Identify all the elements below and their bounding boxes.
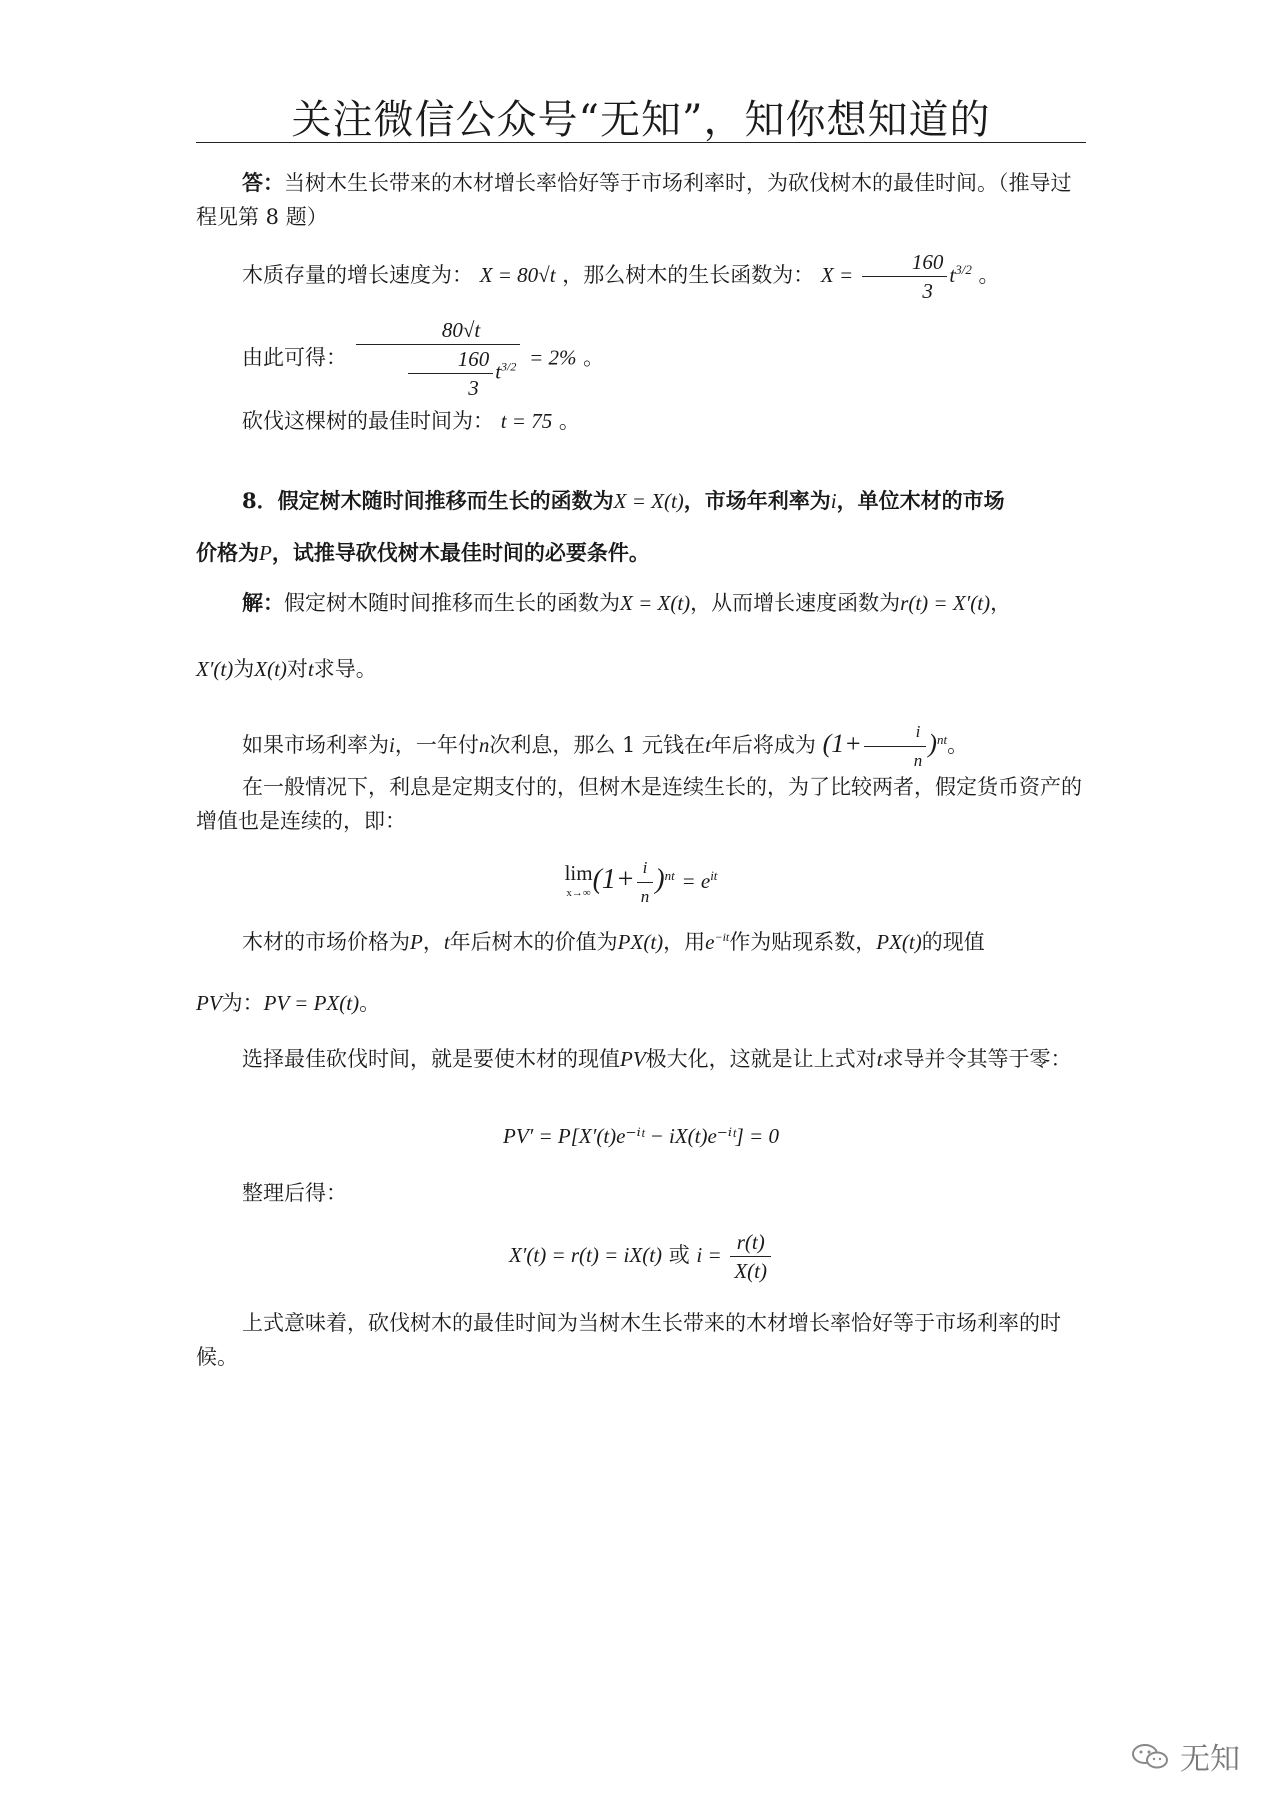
s3-fraction xyxy=(864,718,927,775)
derive-prefix: 由此可得： xyxy=(242,345,347,370)
wechat-watermark xyxy=(1130,1734,1240,1778)
q8-text-a: 8．假定树木随时间推移而生长的函数为 xyxy=(242,488,614,513)
header-divider xyxy=(196,142,1086,143)
lim-rhs-exponent: it xyxy=(710,868,718,883)
best-time-line xyxy=(196,404,1086,438)
final-frac-den: X(t) xyxy=(734,1259,768,1283)
growth-func-var: t xyxy=(949,263,956,287)
s5-text-g: 的现值 xyxy=(921,930,985,954)
q8-rate-var: i xyxy=(830,489,837,513)
solution-para-2 xyxy=(196,652,1086,686)
derive-fraction xyxy=(356,316,521,402)
s5-text-f: 作为贴现系数， xyxy=(729,930,877,954)
solution-para-7 xyxy=(196,1042,1086,1076)
derive-denominator xyxy=(356,345,521,402)
s7-var-t: t xyxy=(876,1047,883,1071)
s3-text-b: ，一年付 xyxy=(394,733,479,757)
derive-den-exponent: 3/2 xyxy=(501,359,517,374)
s3-var-i: i xyxy=(389,733,395,757)
s7-text-c: 求导并令其等于零： xyxy=(882,1047,1072,1071)
s5-text-c: 年后树木的价值为 xyxy=(449,930,618,954)
q8-text-e: ，试推导砍伐树木最佳时间的必要条件。 xyxy=(271,540,650,565)
derive-den-var: t xyxy=(495,359,502,384)
s2-text-d: 对 xyxy=(286,657,308,681)
s3-var-n: n xyxy=(478,733,490,757)
answer-text: 当树木生长带来的木材增长率恰好等于市场利率时，为砍伐树木的最佳时间。（推导过程见第 8 题） xyxy=(196,171,1072,229)
final-frac-num: r(t) xyxy=(730,1228,771,1257)
lim-frac-num: i xyxy=(637,854,654,883)
fraction-denominator: 3 xyxy=(922,279,933,303)
derive-end: 。 xyxy=(583,345,605,370)
final-fraction xyxy=(730,1228,771,1285)
s6-text-a: 为： xyxy=(221,991,264,1015)
inner-denominator: 3 xyxy=(468,376,479,400)
answer-label: 答： xyxy=(242,170,284,195)
question-8-line-2 xyxy=(196,536,1086,570)
derive-inner-fraction xyxy=(408,345,494,402)
growth-func-exponent: 3/2 xyxy=(955,262,972,277)
limit-operator xyxy=(564,860,593,903)
lim-subscript: x→∞ xyxy=(566,886,591,899)
s1-text-b: ，从而增长速度函数为 xyxy=(690,591,901,615)
lim-frac-den: n xyxy=(640,887,650,906)
s5-e-exponent: −it xyxy=(714,930,730,944)
q8-price-var: P xyxy=(259,541,272,565)
watermark-text: 无知 xyxy=(1180,1742,1240,1777)
solution-label: 解： xyxy=(242,590,284,615)
q8-text-b: ，市场年利率为 xyxy=(683,488,831,513)
s5-px: PX(t) xyxy=(617,930,664,954)
answer-paragraph xyxy=(196,166,1086,234)
s6-pv: PV xyxy=(196,991,222,1015)
s3-text-a: 如果市场利率为 xyxy=(242,733,389,757)
s3-end: 。 xyxy=(947,733,969,757)
s3-frac-den: n xyxy=(913,751,923,770)
q8-text-d: 价格为 xyxy=(196,540,259,565)
derive-rhs: = 2% xyxy=(529,345,577,370)
final-eq-i: i = xyxy=(696,1243,722,1267)
lim-fraction xyxy=(637,854,654,911)
solution-para-4: 在一般情况下，利息是定期支付的，但树木是连续生长的，为了比较两者，假定货币资产的增值也是连续的，即： xyxy=(196,775,1082,833)
question-8-line-1 xyxy=(196,484,1086,518)
growth-func-lhs: X = xyxy=(820,263,854,287)
s7-text-a: 选择最佳砍伐时间，就是要使木材的现值 xyxy=(242,1047,620,1071)
s3-var-t: t xyxy=(705,733,711,757)
q8-equation: X = X(t) xyxy=(613,489,684,513)
solution-para-5 xyxy=(196,920,1086,959)
fraction-numerator: 160 xyxy=(862,248,948,277)
s1-equation: X = X(t) xyxy=(620,591,691,615)
lim-body-close: ) xyxy=(655,864,665,895)
best-time-end: 。 xyxy=(558,409,580,433)
wechat-icon xyxy=(1130,1741,1170,1771)
s5-text-a: 木材的市场价格为 xyxy=(242,930,410,954)
growth-func-fraction xyxy=(862,248,948,305)
solution-para-3 xyxy=(196,718,1086,775)
s2-function: X(t) xyxy=(254,657,287,681)
s6-end: 。 xyxy=(359,991,381,1015)
best-time-equation: t = 75 xyxy=(500,409,553,433)
s3-text-c: 次利息，那么 1 元钱在 xyxy=(489,733,706,757)
s2-derivative: X′(t) xyxy=(196,657,234,681)
solution-para-9: 上式意味着，砍伐树木的最佳时间为当树木生长带来的木材增长率恰好等于市场利率的时候。 xyxy=(196,1311,1061,1369)
final-eq-or: 或 xyxy=(668,1243,690,1267)
s6-equation: PV = PX(t) xyxy=(263,991,360,1015)
growth-prefix: 木质存量的增长速度为： xyxy=(242,263,473,287)
inner-numerator: 160 xyxy=(408,345,494,374)
s5-var-p: P xyxy=(410,930,423,954)
solution-para-1 xyxy=(196,586,1086,620)
lim-text: lim xyxy=(564,860,593,885)
s1-text-a: 假定树木随时间推移而生长的函数为 xyxy=(284,591,620,615)
solution-para-8: 整理后得： xyxy=(242,1181,347,1205)
growth-rate-line xyxy=(196,248,1086,305)
q8-text-c: ，单位木材的市场 xyxy=(836,488,1005,513)
s3-expr-open: (1+ xyxy=(822,729,862,758)
final-eq-left: X′(t) = r(t) = iX(t) xyxy=(508,1243,663,1267)
derivation-line xyxy=(196,316,1086,402)
derivative-equation: PV′ = P[X′(t)e⁻ⁱᵗ − iX(t)e⁻ⁱᵗ] = 0 xyxy=(503,1124,779,1148)
s5-text-d: ，用 xyxy=(663,930,706,954)
s3-exponent: nt xyxy=(936,732,948,747)
lim-rhs: = e xyxy=(681,869,711,893)
s5-px-2: PX(t) xyxy=(876,930,922,954)
lim-exponent: nt xyxy=(664,868,675,883)
s5-e: e xyxy=(705,930,715,954)
growth-equation: X = 80√t xyxy=(479,263,556,287)
lim-body-open: (1+ xyxy=(592,864,635,895)
s2-text-b: 为 xyxy=(233,657,255,681)
s2-var-t: t xyxy=(307,657,314,681)
s1-text-c: ， xyxy=(990,591,1012,615)
s7-text-b: 极大化，这就是让上式对 xyxy=(645,1047,877,1071)
s3-frac-num: i xyxy=(864,718,927,747)
best-time-prefix: 砍伐这棵树的最佳时间为： xyxy=(242,409,494,433)
s3-expr-close: ) xyxy=(928,729,937,758)
growth-end: 。 xyxy=(978,263,1000,287)
page-header-title: 关注微信公众号“无知”，知你想知道的 xyxy=(291,97,991,143)
final-equation xyxy=(196,1228,1086,1285)
s2-text-e: 求导。 xyxy=(313,657,377,681)
s1-equation-2: r(t) = X′(t) xyxy=(900,591,991,615)
growth-mid-text: ，那么树木的生长函数为： xyxy=(562,263,815,287)
solution-para-6 xyxy=(196,986,1086,1020)
s5-var-t: t xyxy=(443,930,450,954)
derive-numerator: 80√t xyxy=(356,316,521,345)
s3-text-d: 年后将成为 xyxy=(710,733,816,757)
s5-text-b: ， xyxy=(422,930,444,954)
limit-equation xyxy=(196,854,1086,911)
s7-pv: PV xyxy=(620,1047,646,1071)
